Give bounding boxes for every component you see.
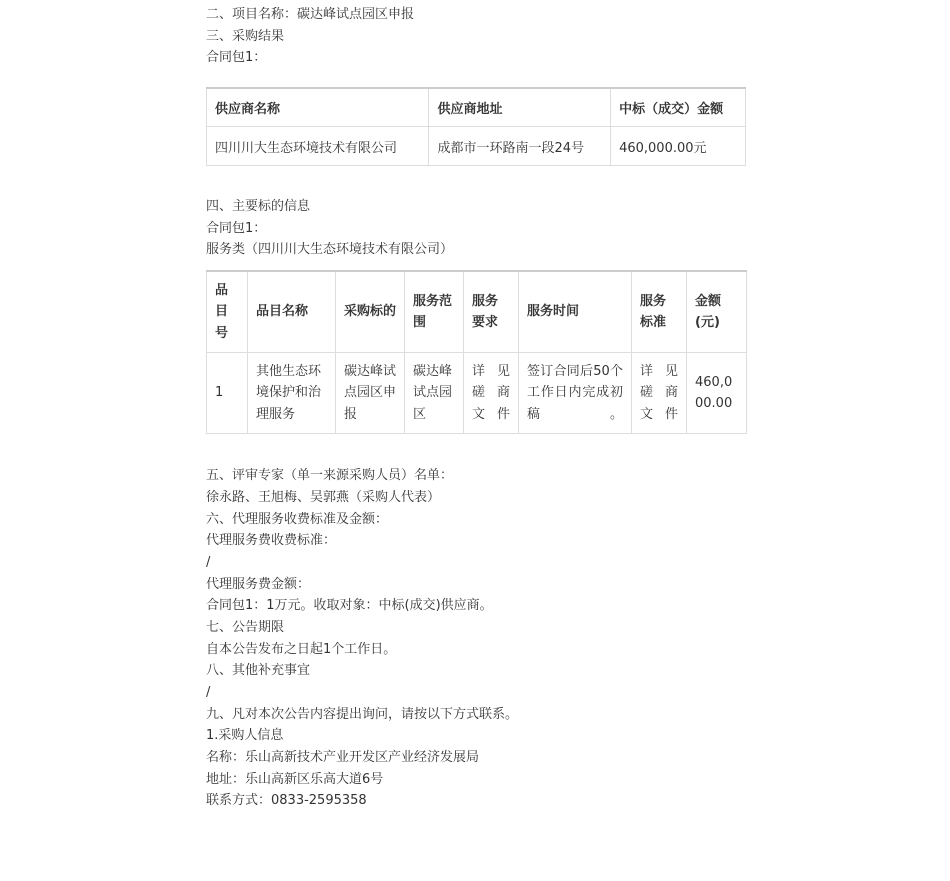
service-scope-header: 服务范围 xyxy=(405,271,464,353)
service-requirement-cell: 详见磋商文件 xyxy=(464,353,519,434)
procurement-result-table xyxy=(206,87,746,166)
service-time-cell: 签订合同后50个工作日内完成初稿。 xyxy=(519,353,632,434)
item-name-header: 品目名称 xyxy=(248,271,336,353)
purchaser-info-heading: 1.采购人信息 xyxy=(206,728,284,744)
agency-fee-standard-label: 代理服务费收费标准： xyxy=(206,533,337,549)
amount-header: 金额(元) xyxy=(687,271,747,353)
table-row xyxy=(207,127,746,166)
announcement-content xyxy=(206,4,746,812)
project-name-line: 二、项目名称：碳达峰试点园区申报 xyxy=(206,7,415,22)
supplier-name-header: 供应商名称 xyxy=(207,88,429,127)
agency-fee-amount-value: 合同包1：1万元。收取对象：中标(成交)供应商。 xyxy=(206,598,493,614)
table-header-row xyxy=(207,88,746,127)
service-standard-header: 服务标准 xyxy=(632,271,687,353)
other-matters-value: / xyxy=(206,685,211,700)
procurement-subject-cell: 碳达峰试点园区申报 xyxy=(336,353,405,434)
purchaser-contact: 联系方式：0833-2595358 xyxy=(206,793,367,809)
contact-heading: 九、凡对本次公告内容提出询问，请按以下方式联系。 xyxy=(206,706,519,722)
service-requirement-header: 服务要求 xyxy=(464,271,519,353)
item-name-cell: 其他生态环境保护和治理服务 xyxy=(248,353,336,434)
amount-cell: 460,000.00 xyxy=(687,353,747,434)
main-subject-heading: 四、主要标的信息 xyxy=(206,199,311,215)
item-number-header: 品目号 xyxy=(207,271,248,353)
agency-fee-heading: 六、代理服务收费标准及金额： xyxy=(206,511,389,527)
review-experts-heading: 五、评审专家（单一来源采购人员）名单： xyxy=(206,468,454,484)
procurement-subject-header: 采购标的 xyxy=(336,271,405,353)
subject-info-table xyxy=(206,270,747,434)
purchaser-name: 名称：乐山高新技术产业开发区产业经济发展局 xyxy=(206,750,480,766)
supplier-address-cell: 成都市一环路南一段24号 xyxy=(429,127,611,166)
supplier-address-header: 供应商地址 xyxy=(429,88,611,127)
service-category-line: 服务类（四川川大生态环境技术有限公司） xyxy=(206,242,454,258)
award-amount-header: 中标（成交）金额 xyxy=(611,88,746,127)
award-amount-cell: 460,000.00元 xyxy=(611,127,746,166)
other-matters-heading: 八、其他补充事宜 xyxy=(206,663,311,679)
announcement-period-value: 自本公告发布之日起1个工作日。 xyxy=(206,641,397,657)
service-time-header: 服务时间 xyxy=(519,271,632,353)
contract-package-label-2: 合同包1： xyxy=(206,220,267,236)
supplier-name-cell: 四川川大生态环境技术有限公司 xyxy=(207,127,429,166)
purchaser-address: 地址：乐山高新区乐高大道6号 xyxy=(206,771,384,787)
table-row xyxy=(207,353,747,434)
procurement-result-heading: 三、采购结果 xyxy=(206,28,285,44)
item-number-cell: 1 xyxy=(207,353,248,434)
table-header-row xyxy=(207,271,747,353)
review-experts-names: 徐永路、王旭梅、吴郭燕（采购人代表） xyxy=(206,489,441,505)
agency-fee-standard-value: / xyxy=(206,554,211,570)
service-scope-cell: 碳达峰试点园区 xyxy=(405,353,464,434)
announcement-period-heading: 七、公告期限 xyxy=(206,619,285,635)
agency-fee-amount-label: 代理服务费金额： xyxy=(206,576,311,592)
service-standard-cell: 详见磋商文件 xyxy=(632,353,687,434)
contract-package-label: 合同包1： xyxy=(206,50,267,66)
